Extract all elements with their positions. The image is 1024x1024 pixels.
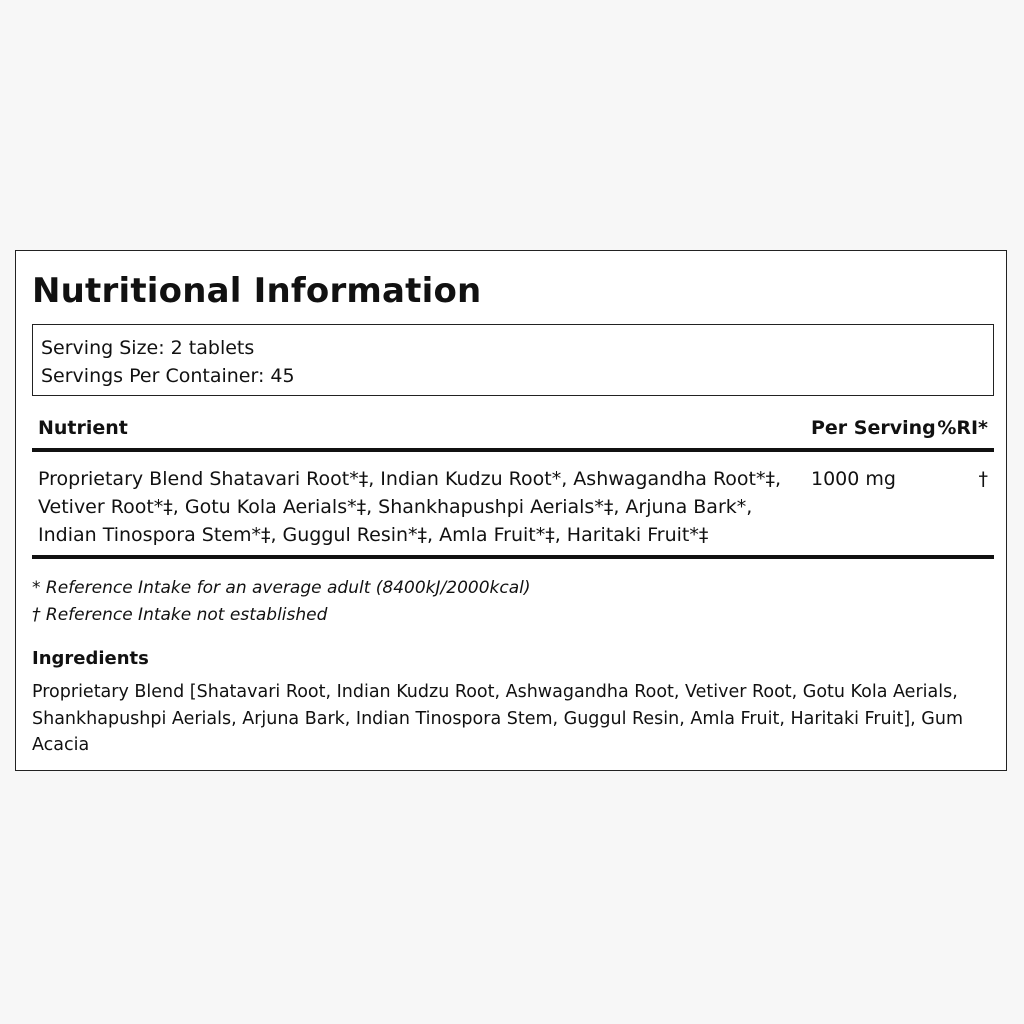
nutrient-name: Proprietary Blend Shatavari Root*‡, Indian Kudzu Root*, Ashwagandha Root*‡, Vetiver Root*‡, Gotu Kola Aerials*‡, Shankhapushpi Aerials*‡, Arjuna Bark*, Indian Tinospora Stem*‡, Guggul Resin*‡, Amla Fruit*‡, Haritaki Fruit*‡ [38, 468, 782, 546]
nutrient-ri: † [978, 468, 988, 490]
footnote-reference-intake: * Reference Intake for an average adult (8400kJ/2000kcal) [32, 578, 531, 598]
header-per-serving: Per Serving [811, 417, 936, 439]
servings-per-container: Servings Per Container: 45 [41, 365, 295, 387]
header-ri: %RI* [937, 417, 988, 439]
ingredients-heading: Ingredients [32, 648, 149, 669]
label-title: Nutritional Information [32, 271, 482, 311]
nutrition-label [15, 250, 1007, 771]
serving-size: Serving Size: 2 tablets [41, 337, 255, 359]
nutrient-table-header [32, 414, 994, 452]
ingredients-text: Proprietary Blend [Shatavari Root, Indian Kudzu Root, Ashwagandha Root, Vetiver Root, Gotu Kola Aerials, Shankhapushpi Aerials, Arjuna Bark, Indian Tinospora Stem, Guggul Resin, Amla Fruit, Haritaki Fruit], Gum Acacia [32, 682, 963, 755]
footnote-not-established: † Reference Intake not established [32, 605, 328, 625]
nutrient-amount: 1000 mg [811, 468, 896, 490]
footnotes [32, 575, 531, 629]
serving-info-box [32, 324, 994, 396]
header-nutrient: Nutrient [38, 417, 128, 439]
table-row [32, 452, 994, 559]
